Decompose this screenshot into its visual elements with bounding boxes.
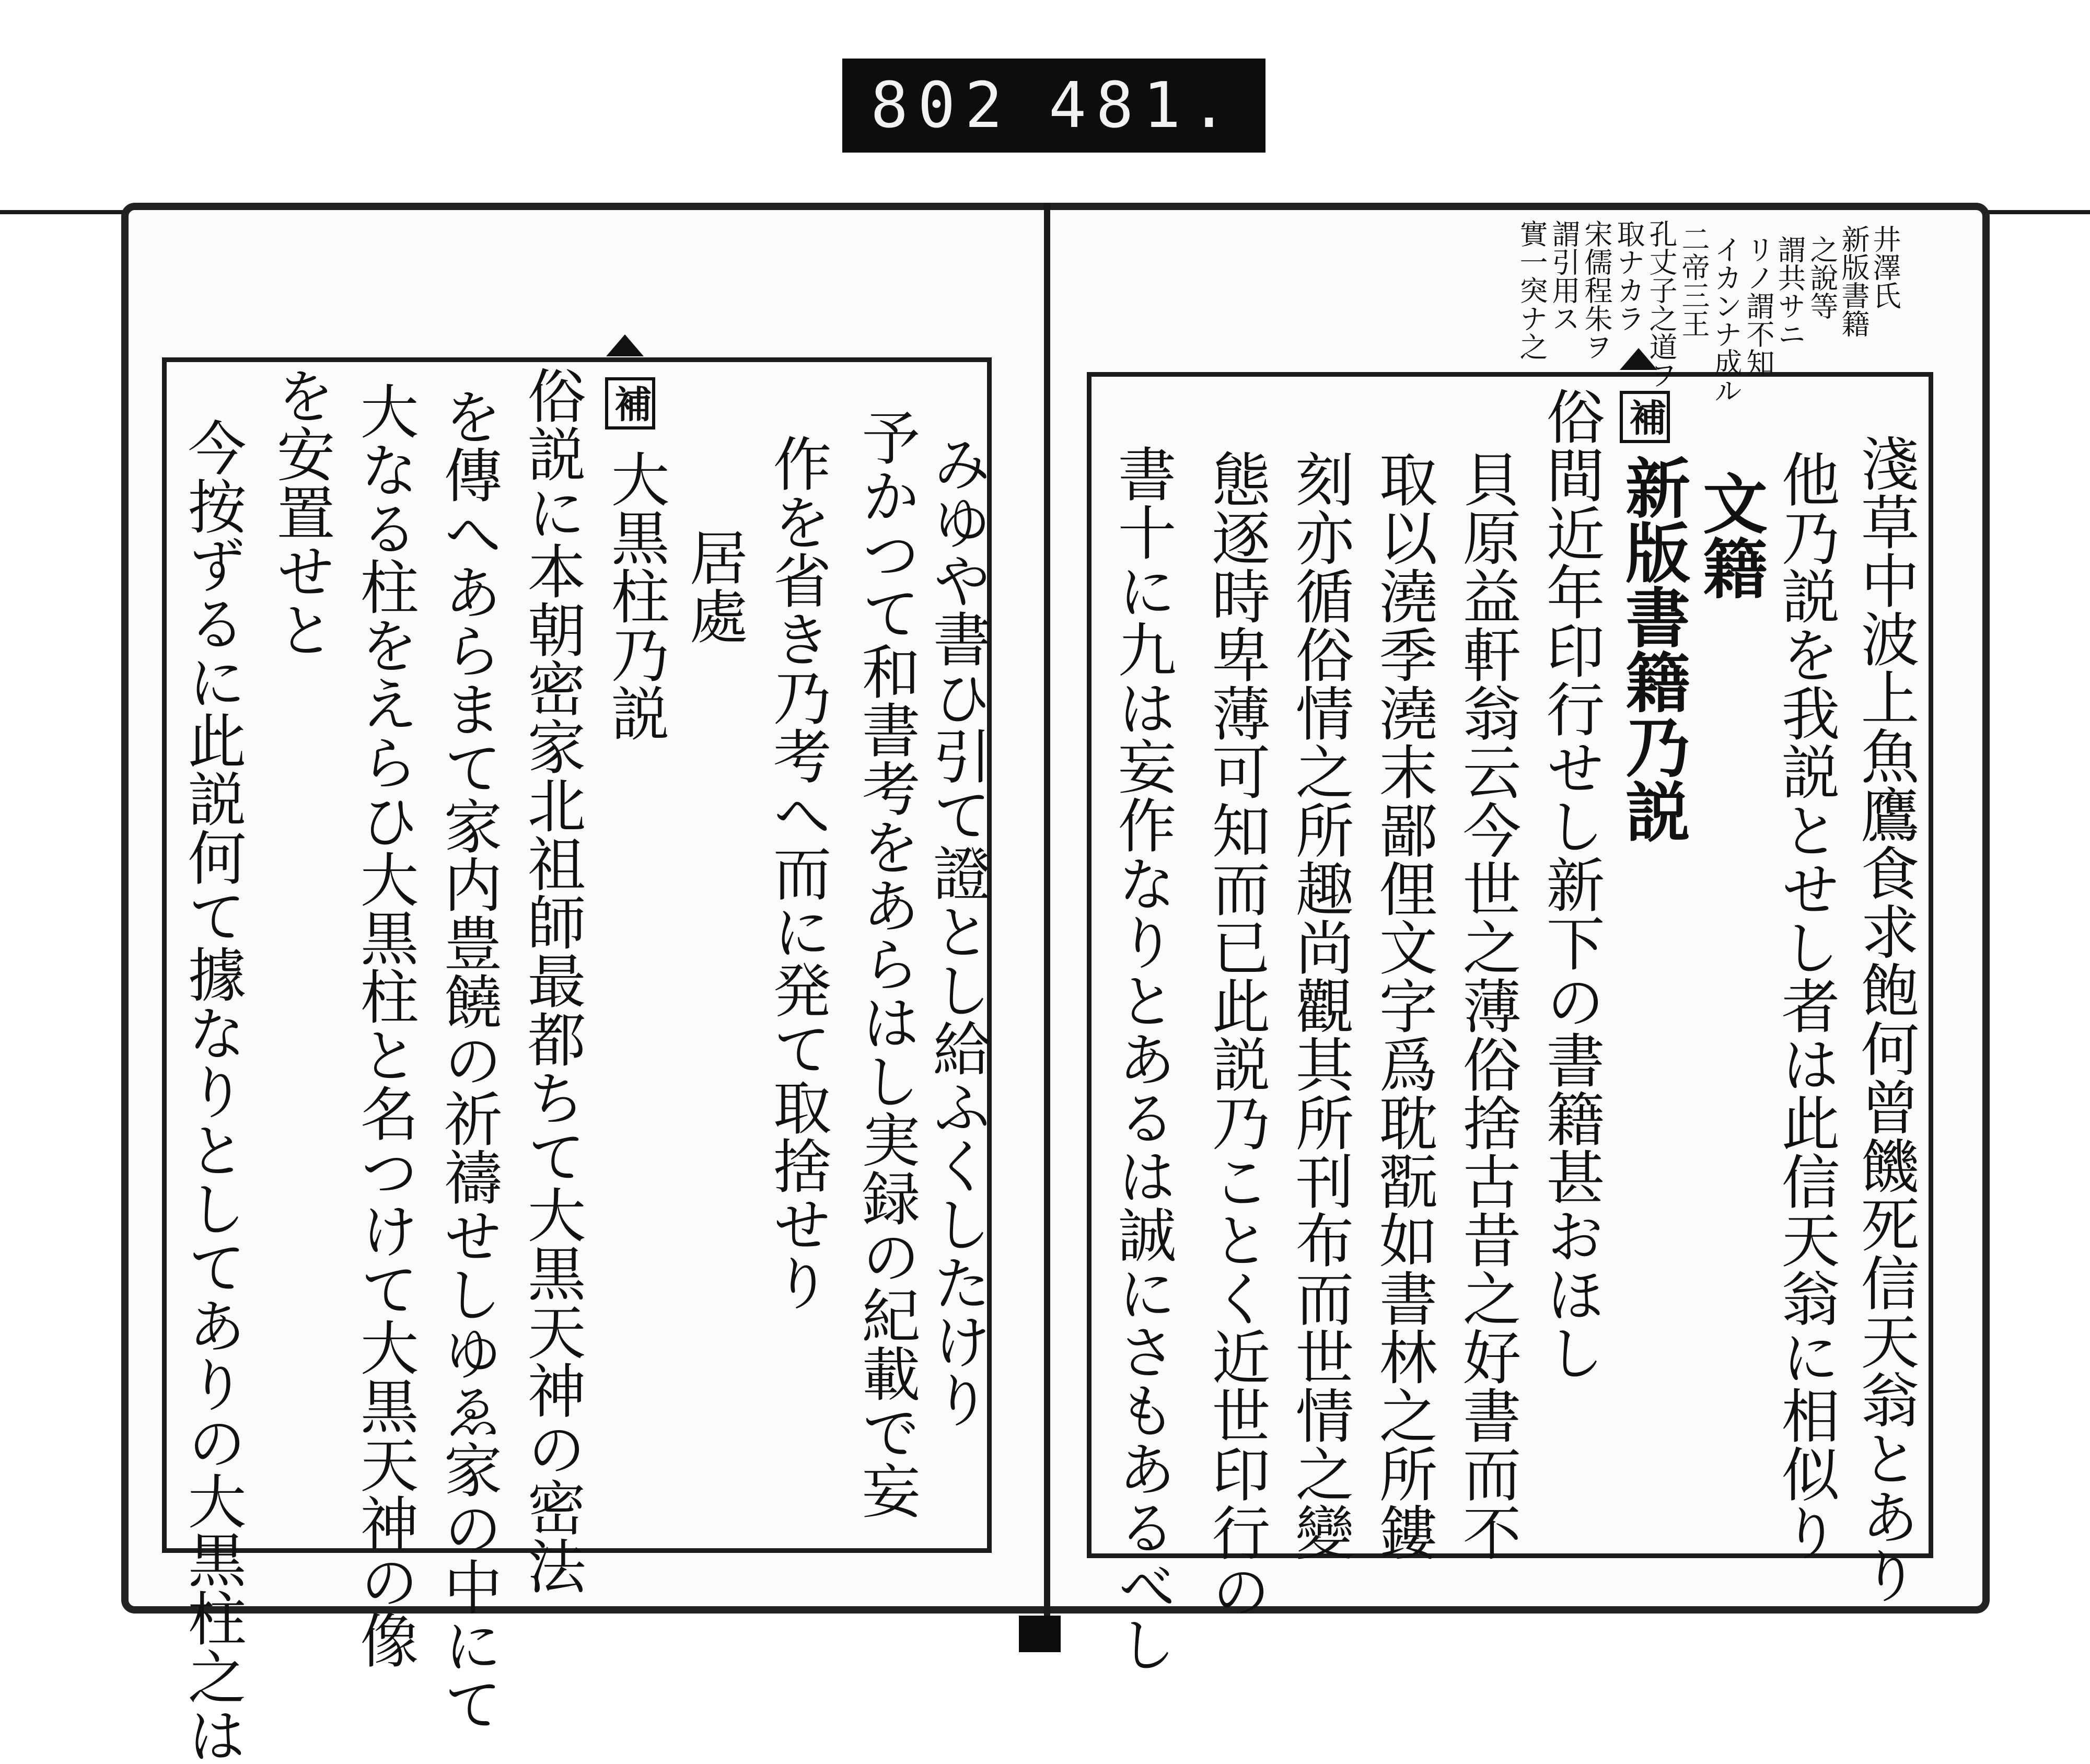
left-column-1: みゆや書ひ引て證とし給ふくしたけり — [923, 434, 991, 1429]
right-note-9: 取ナカラ — [1612, 219, 1645, 332]
right-note-10: 宋儒程朱ヲ — [1580, 219, 1613, 361]
left-column-4: 居處 — [680, 528, 748, 645]
right-note-5: リノ謂不知 — [1742, 235, 1775, 376]
book-gutter — [1044, 203, 1050, 1652]
right-column-9: 態逐時卑薄可知而已此説乃ことく近世印行の — [1202, 449, 1270, 1620]
left-column-10: 今按ずるに此説何て據なりとしてありの大黒柱之は — [178, 418, 246, 1764]
right-note-3: 之說等 — [1806, 235, 1839, 320]
right-column-10: 書十に九は妄作なりとあるは誠にさもあるべし — [1108, 444, 1176, 1673]
right-article-title: 新版書籍乃説 — [1615, 455, 1690, 843]
left-column-8: 大なる柱をえらひ大黒柱と名つけて大黒天神の像 — [351, 381, 419, 1669]
right-column-5: 俗間近年印行せし新下の書籍甚おほし — [1537, 387, 1605, 1382]
catalog-number-right: 481. — [1049, 69, 1237, 142]
left-column-9: を安置せと — [267, 366, 335, 658]
right-column-7: 取以澆季澆末鄙俚文字爲耽翫如書林之所鏤 — [1369, 449, 1437, 1561]
left-column-3: 作を省き乃考へ而に発て取捨せり — [763, 434, 831, 1312]
left-pointer-mark — [606, 334, 644, 356]
right-note-6: イカンナ成ル — [1710, 235, 1743, 404]
right-column-6: 貝原益軒翁云今世之薄俗捨古昔之好書而不 — [1453, 449, 1521, 1561]
left-column-2: 予かつて和書考をあらはし実録の紀載で妄 — [852, 408, 920, 1519]
right-section-heading: 文籍 — [1692, 470, 1768, 600]
catalog-label — [842, 59, 1265, 153]
right-column-1: 淺草中波上魚鷹食求飽何曾饑死信天翁とあり — [1851, 434, 1919, 1604]
left-column-5: 大黒柱乃説 — [601, 449, 669, 742]
left-column-7: を傳へあらまて家内豊饒の祈禱せしゆゑ家の中にて — [434, 387, 502, 1733]
right-note-7: 二帝三王 — [1677, 225, 1710, 338]
left-supplement-mark: 補 — [605, 377, 655, 430]
right-note-8: 孔丈子之道ヲ — [1645, 219, 1678, 389]
right-note-12: 實一突ナ之 — [1515, 219, 1548, 361]
right-column-2: 他乃説を我説とせし者は此信天翁に相似り — [1772, 449, 1840, 1561]
catalog-number-left: 802 — [870, 69, 1012, 142]
right-supplement-mark: 補 — [1620, 391, 1670, 443]
right-note-11: 謂引用ス — [1548, 219, 1581, 332]
right-note-4: 謂共サニ — [1773, 235, 1806, 348]
right-note-1: 井澤氏 — [1868, 225, 1901, 309]
right-column-8: 刻亦循俗情之所趣尚觀其所刊布而世情之變 — [1286, 449, 1354, 1561]
gutter-clip — [1019, 1616, 1061, 1652]
right-note-2: 新版書籍 — [1837, 225, 1870, 338]
left-column-6: 俗説に本朝密家北祖師最都ちて大黒天神の密法 — [518, 366, 586, 1595]
